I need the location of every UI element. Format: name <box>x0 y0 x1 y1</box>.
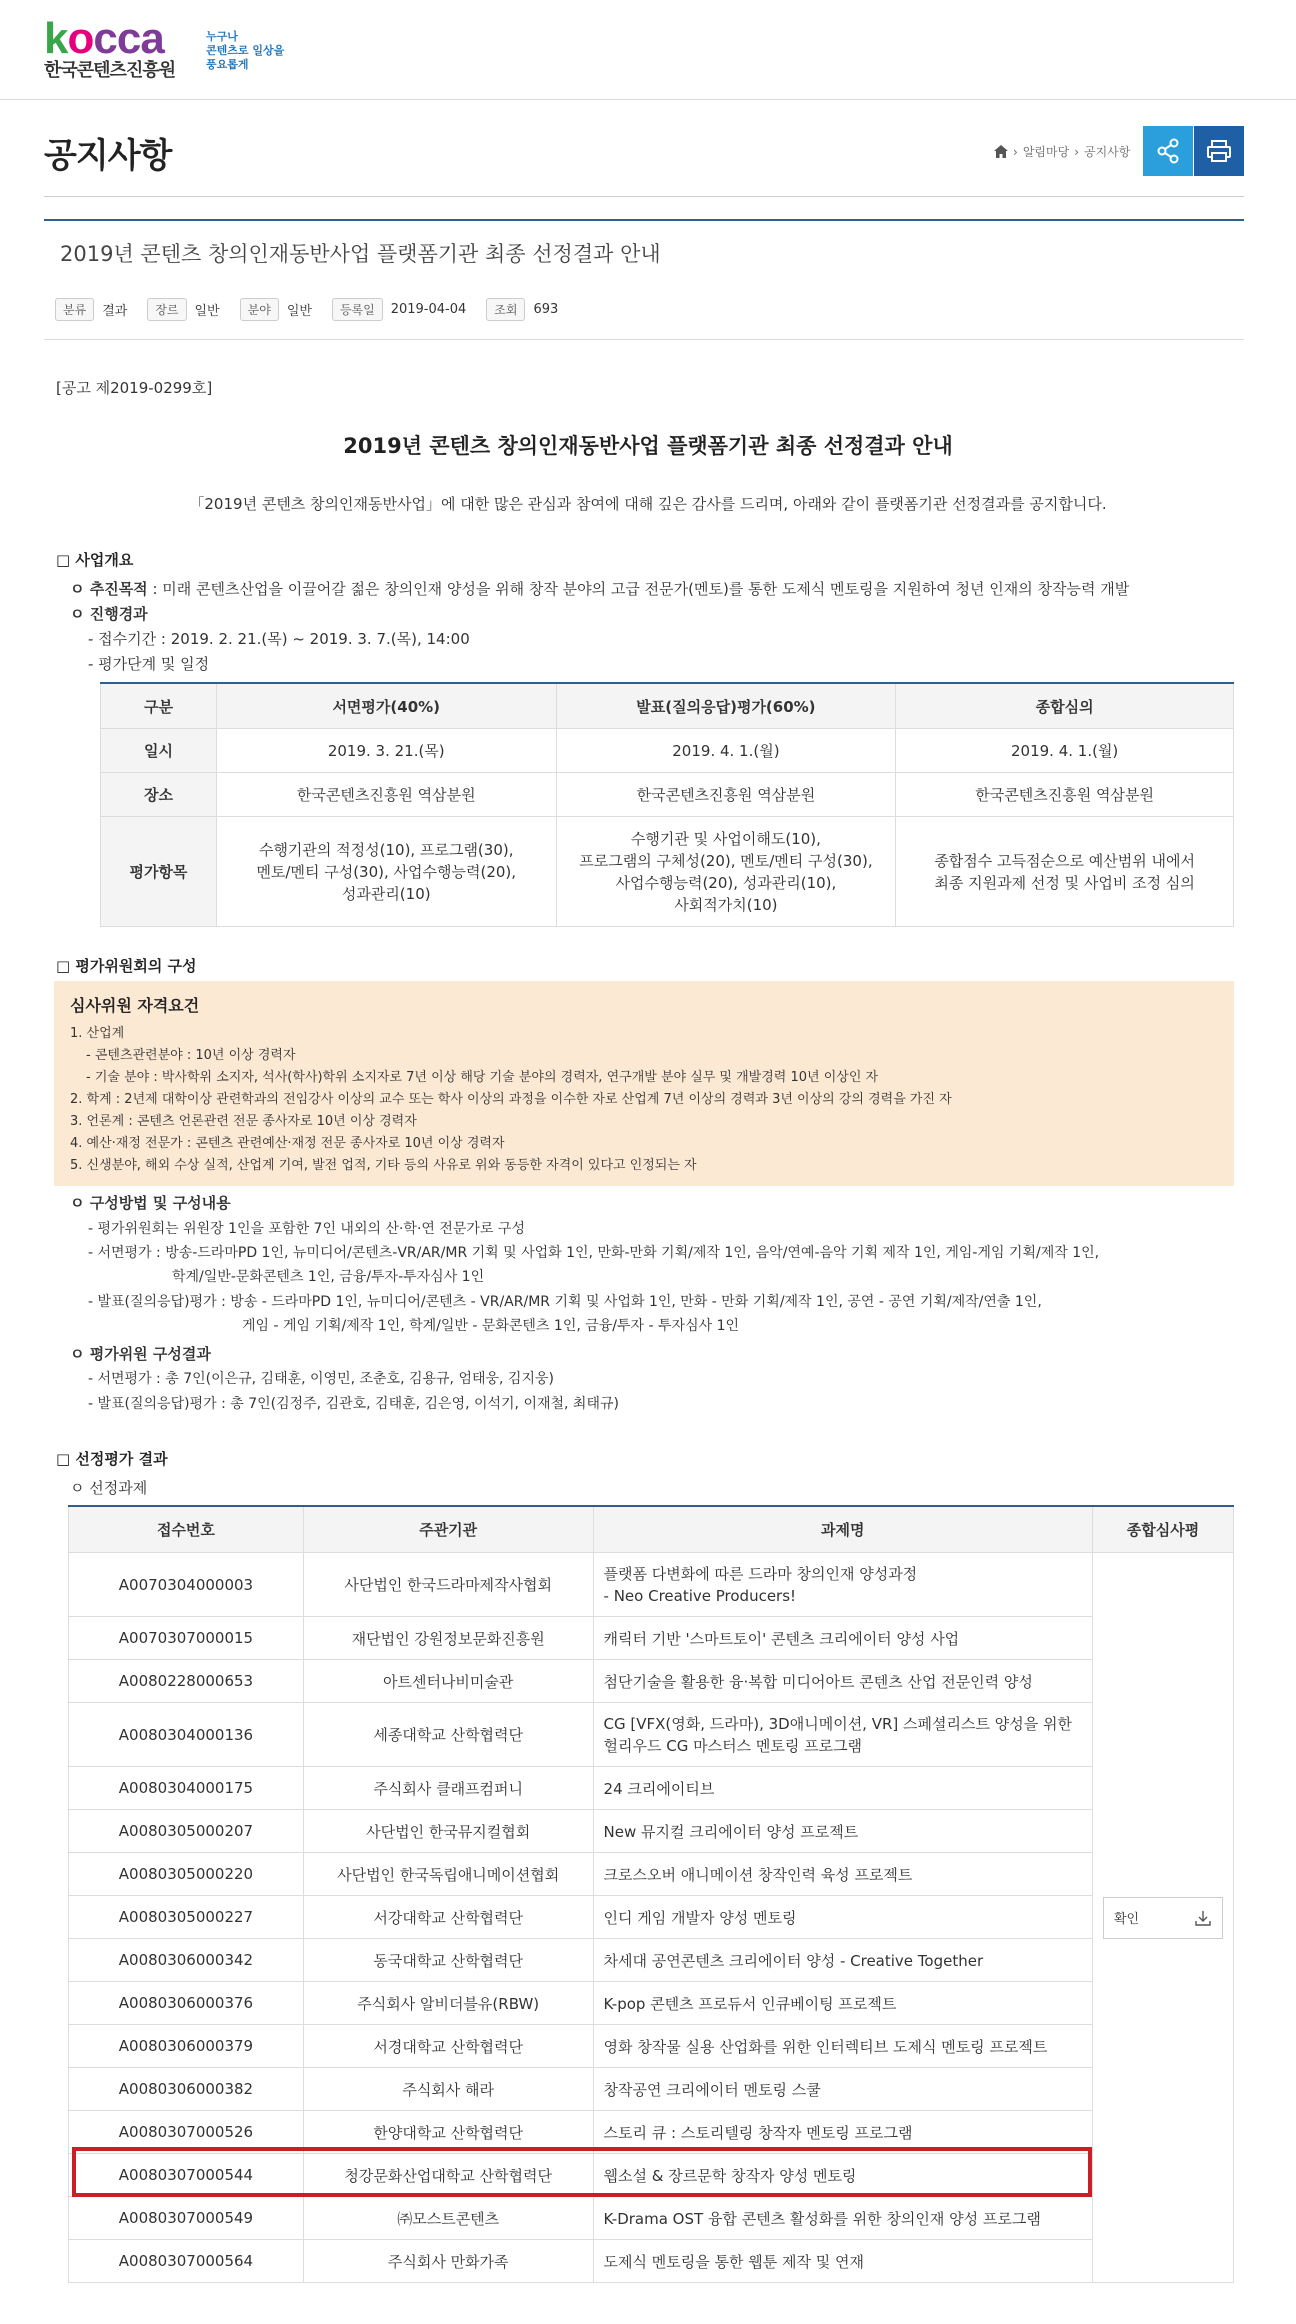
row-org: 주식회사 클래프컴퍼니 <box>303 1767 593 1810</box>
progress-line: - 평가단계 및 일정 <box>88 655 210 673</box>
row-id: A0080306000382 <box>69 2068 304 2111</box>
table-header: 종합심의 <box>896 683 1234 729</box>
row-org: 사단법인 한국독립애니메이션협회 <box>303 1853 593 1896</box>
result-line: - 발표(질의응답)평가 : 총 7인(김정주, 김관호, 김태훈, 김은영, 이석기, 이재철, 최태규) <box>88 1396 619 1412</box>
table-header: 종합심사평 <box>1092 1506 1233 1553</box>
row-task: 웹소설 & 장르문학 창작자 양성 멘토링 <box>593 2154 1092 2197</box>
highlight-box <box>72 2147 1092 2197</box>
row-header: 일시 <box>101 729 217 773</box>
qualification-line: 3. 언론계 : 콘텐츠 언론관련 전문 종사자로 10년 이상 경력자 <box>70 1114 417 1129</box>
row-task: 캐릭터 기반 '스마트토이' 콘텐츠 크리에이터 양성 사업 <box>593 1617 1092 1660</box>
meta-value: 일반 <box>286 304 312 319</box>
logo-subtitle: 한국콘텐츠진흥원 <box>44 60 176 81</box>
confirm-label: 확인 <box>1113 1912 1140 1927</box>
download-icon <box>1194 1909 1212 1927</box>
kocca-logo[interactable]: kocca <box>44 14 164 63</box>
row-id: A0070307000015 <box>69 1617 304 1660</box>
table-row <box>69 1896 1234 1939</box>
row-id: A0070304000003 <box>69 1553 304 1617</box>
row-id: A0080305000207 <box>69 1810 304 1853</box>
row-task: K-Drama OST 융합 콘텐츠 활성화를 위한 창의인재 양성 프로그램 <box>593 2197 1092 2240</box>
table-header: 발표(질의응답)평가(60%) <box>556 683 896 729</box>
row-id: A0080305000220 <box>69 1853 304 1896</box>
meta-tag: 등록일 <box>332 298 383 321</box>
page-title: 공지사항 <box>44 136 172 176</box>
qualification-line: 4. 예산·재정 전문가 : 콘텐츠 관련예산·재정 전문 종사자로 10년 이상 경력자 <box>70 1136 505 1151</box>
home-icon[interactable] <box>994 145 1008 158</box>
table-row <box>69 1703 1234 1767</box>
section-overview: □ 사업개요 <box>56 551 134 569</box>
table-row <box>69 1982 1234 2025</box>
chevron-right-icon: › <box>1074 144 1079 159</box>
table-cell: 수행기관 및 사업이해도(10), 프로그램의 구체성(20), 멘토/멘티 구성(30), 사업수행능력(20), 성과관리(10), 사회적가치(10) <box>556 817 896 927</box>
row-org: 주식회사 알비더블유(RBW) <box>303 1982 593 2025</box>
qualification-line: - 기술 분야 : 박사학위 소지자, 석사(학사)학위 소지자로 7년 이상 해당 기술 분야의 경력자, 연구개발 분야 실무 및 개발경력 10년 이상인 자 <box>86 1070 879 1085</box>
table-header: 서면평가(40%) <box>216 683 556 729</box>
schedule-table <box>100 682 1234 927</box>
row-org: 사단법인 한국뮤지컬협회 <box>303 1810 593 1853</box>
qualification-line: 1. 산업계 <box>70 1026 125 1041</box>
method-line: 학계/일반-문화콘텐츠 1인, 금융/투자-투자심사 1인 <box>172 1269 485 1285</box>
row-org: 서강대학교 산학협력단 <box>303 1896 593 1939</box>
row-org: 아트센터나비미술관 <box>303 1660 593 1703</box>
notice-title: 2019년 콘텐츠 창의인재동반사업 플랫폼기관 최종 선정결과 안내 <box>60 242 661 266</box>
qualification-title: 심사위원 자격요건 <box>70 996 200 1015</box>
table-cell: 종합점수 고득점순으로 예산범위 내에서 최종 지원과제 선정 및 사업비 조정 심의 <box>896 817 1234 927</box>
purpose-text: : 미래 콘텐츠산업을 이끌어갈 젊은 창의인재 양성을 위해 창작 분야의 고급 전문가(멘토)를 통한 도제식 멘토링을 지원하여 청년 인재의 창작능력 개발 <box>147 580 1130 598</box>
table-row <box>69 1939 1234 1982</box>
row-task: 영화 창작물 실용 산업화를 위한 인터렉티브 도제식 멘토링 프로젝트 <box>593 2025 1092 2068</box>
table-header: 과제명 <box>593 1506 1092 1553</box>
row-org: 서경대학교 산학협력단 <box>303 2025 593 2068</box>
row-task: 스토리 큐 : 스토리텔링 창작자 멘토링 프로그램 <box>593 2111 1092 2154</box>
row-header: 평가항목 <box>101 817 217 927</box>
row-org: 사단법인 한국드라마제작사협회 <box>303 1553 593 1617</box>
method-line: - 서면평가 : 방송-드라마PD 1인, 뉴미디어/콘텐츠-VR/AR/MR 기획 및 사업화 1인, 만화-만화 기획/제작 1인, 음악/연예-음악 기획 제작 1인, 게임-게임 기획/제작 1인, <box>88 1245 1100 1261</box>
meta-tag: 분류 <box>55 298 94 321</box>
purpose-label: ㅇ 추진목적 <box>70 580 148 598</box>
row-id: A0080307000564 <box>69 2240 304 2283</box>
row-org: 주식회사 만화가족 <box>303 2240 593 2283</box>
breadcrumb <box>994 143 1130 160</box>
row-task: K-pop 콘텐츠 프로듀서 인큐베이팅 프로젝트 <box>593 1982 1092 2025</box>
row-task: 플랫폼 다변화에 따른 드라마 창의인재 양성과정 - Neo Creative Producers! <box>593 1553 1092 1617</box>
meta-tag: 분야 <box>240 298 279 321</box>
share-button[interactable] <box>1143 126 1193 176</box>
row-task: 차세대 공연콘텐츠 크리에이터 양성 - Creative Together <box>593 1939 1092 1982</box>
meta-value: 2019-04-04 <box>390 302 467 317</box>
table-row <box>101 773 1234 817</box>
row-task: 인디 게임 개발자 양성 멘토링 <box>593 1896 1092 1939</box>
title-divider <box>44 196 1244 197</box>
table-row <box>69 2197 1234 2240</box>
announcement-number: [공고 제2019-0299호] <box>56 379 213 397</box>
row-task: 창작공연 크리에이터 멘토링 스쿨 <box>593 2068 1092 2111</box>
qualification-line: 2. 학계 : 2년제 대학이상 관련학과의 전임강사 이상의 교수 또는 학사 이상의 과정을 이수한 자로 산업계 7년 이상의 경력과 3년 이상의 강의 경력을 가진 자 <box>70 1092 952 1107</box>
table-row <box>69 2240 1234 2283</box>
row-org: 재단법인 강원정보문화진흥원 <box>303 1617 593 1660</box>
meta-value: 일반 <box>194 304 220 319</box>
row-task: 첨단기술을 활용한 융·복합 미디어아트 콘텐츠 산업 전문인력 양성 <box>593 1660 1092 1703</box>
section-results: □ 선정평가 결과 <box>56 1450 168 1468</box>
table-row <box>101 729 1234 773</box>
row-org: 한양대학교 산학협력단 <box>303 2111 593 2154</box>
table-cell: 한국콘텐츠진흥원 역삼분원 <box>896 773 1234 817</box>
method-line: - 발표(질의응답)평가 : 방송 - 드라마PD 1인, 뉴미디어/콘텐츠 - VR/AR/MR 기획 및 사업화 1인, 만화 - 만화 기획/제작 1인, 공연 - 공연 기획/제작/연출 1인, <box>88 1294 1042 1310</box>
row-task: New 뮤지컬 크리에이터 양성 프로젝트 <box>593 1810 1092 1853</box>
breadcrumb-item[interactable]: 공지사항 <box>1084 145 1131 159</box>
meta-tag: 조회 <box>486 298 525 321</box>
confirm-download-button[interactable] <box>1103 1897 1223 1939</box>
row-task: 크로스오버 애니메이션 창작인력 육성 프로젝트 <box>593 1853 1092 1896</box>
row-org: ㈜모스트콘텐츠 <box>303 2197 593 2240</box>
row-org: 청강문화산업대학교 산학협력단 <box>303 2154 593 2197</box>
row-org: 주식회사 해라 <box>303 2068 593 2111</box>
progress-line: - 접수기간 : 2019. 2. 21.(목) ~ 2019. 3. 7.(목), 14:00 <box>88 630 470 648</box>
progress-label: ㅇ 진행경과 <box>70 605 148 623</box>
table-cell: 2019. 4. 1.(월) <box>556 729 896 773</box>
row-id: A0080305000227 <box>69 1896 304 1939</box>
result-label: ㅇ 평가위원 구성결과 <box>70 1345 211 1363</box>
row-org: 동국대학교 산학협력단 <box>303 1939 593 1982</box>
chevron-right-icon: › <box>1013 144 1018 159</box>
method-line: - 평가위원회는 위원장 1인을 포함한 7인 내외의 산·학·연 전문가로 구성 <box>88 1221 525 1237</box>
table-header: 주관기관 <box>303 1506 593 1553</box>
table-cell: 2019. 4. 1.(월) <box>896 729 1234 773</box>
table-header-row <box>69 1506 1234 1553</box>
row-id: A0080307000544 <box>69 2154 304 2197</box>
row-id: A0080306000379 <box>69 2025 304 2068</box>
slogan: 누구나 콘텐츠로 일상을 풍요롭게 <box>206 30 285 71</box>
method-line: 게임 - 게임 기획/제작 1인, 학계/일반 - 문화콘텐츠 1인, 금융/투자 - 투자심사 1인 <box>242 1318 740 1334</box>
table-row <box>69 1660 1234 1703</box>
method-label: ㅇ 구성방법 및 구성내용 <box>70 1194 231 1212</box>
row-id: A0080304000136 <box>69 1703 304 1767</box>
notice-meta <box>55 298 578 321</box>
row-id: A0080228000653 <box>69 1660 304 1703</box>
row-id: A0080307000549 <box>69 2197 304 2240</box>
section-committee: □ 평가위원회의 구성 <box>56 957 197 975</box>
table-cell: 수행기관의 적정성(10), 프로그램(30), 멘토/멘티 구성(30), 사업수행능력(20), 성과관리(10) <box>216 817 556 927</box>
row-id: A0080306000376 <box>69 1982 304 2025</box>
row-task: 24 크리에이티브 <box>593 1767 1092 1810</box>
table-header: 구분 <box>101 683 217 729</box>
meta-value: 693 <box>533 302 559 317</box>
row-task: 도제식 멘토링을 통한 웹툰 제작 및 연재 <box>593 2240 1092 2283</box>
table-row <box>101 817 1234 927</box>
row-id: A0080304000175 <box>69 1767 304 1810</box>
meta-tag: 장르 <box>147 298 186 321</box>
purpose-line <box>70 578 1129 599</box>
row-id: A0080307000526 <box>69 2111 304 2154</box>
print-icon <box>1194 126 1244 176</box>
table-row <box>69 2068 1234 2111</box>
table-cell: 한국콘텐츠진흥원 역삼분원 <box>216 773 556 817</box>
table-header: 접수번호 <box>69 1506 304 1553</box>
header-divider <box>0 99 1296 100</box>
table-cell: 2019. 3. 21.(목) <box>216 729 556 773</box>
print-button[interactable] <box>1194 126 1244 176</box>
breadcrumb-item[interactable]: 알림마당 <box>1022 145 1070 159</box>
table-row <box>69 2025 1234 2068</box>
qualification-line: - 콘텐츠관련분야 : 10년 이상 경력자 <box>86 1048 296 1063</box>
table-row <box>69 1553 1234 1617</box>
row-task: CG [VFX(영화, 드라마), 3D애니메이션, VR] 스페셜리스트 양성을 위한 헐리우드 CG 마스터스 멘토링 프로그램 <box>593 1703 1092 1767</box>
row-id: A0080306000342 <box>69 1939 304 1982</box>
table-row <box>69 1767 1234 1810</box>
table-header-row <box>101 683 1234 729</box>
intro-text: 「2019년 콘텐츠 창의인재동반사업」에 대한 많은 관심과 참여에 대해 깊은 감사를 드리며, 아래와 같이 플랫폼기관 선정결과를 공지합니다. <box>189 495 1107 513</box>
row-org: 세종대학교 산학협력단 <box>303 1703 593 1767</box>
result-line: - 서면평가 : 총 7인(이은규, 김태훈, 이영민, 조춘호, 김용규, 엄태웅, 김지웅) <box>88 1371 554 1387</box>
table-cell: 한국콘텐츠진흥원 역삼분원 <box>556 773 896 817</box>
table-row <box>69 1810 1234 1853</box>
selected-label: ㅇ 선정과제 <box>70 1479 148 1497</box>
body-heading: 2019년 콘텐츠 창의인재동반사업 플랫폼기관 최종 선정결과 안내 <box>343 434 953 458</box>
share-icon <box>1143 126 1193 176</box>
review-cell <box>1092 1553 1233 2283</box>
table-row <box>69 1853 1234 1896</box>
meta-value: 결과 <box>102 304 128 319</box>
qualification-line: 5. 신생분야, 해외 수상 실적, 산업계 기여, 발전 업적, 기타 등의 사유로 위와 동등한 자격이 있다고 인정되는 자 <box>70 1158 697 1173</box>
table-row <box>69 1617 1234 1660</box>
row-header: 장소 <box>101 773 217 817</box>
